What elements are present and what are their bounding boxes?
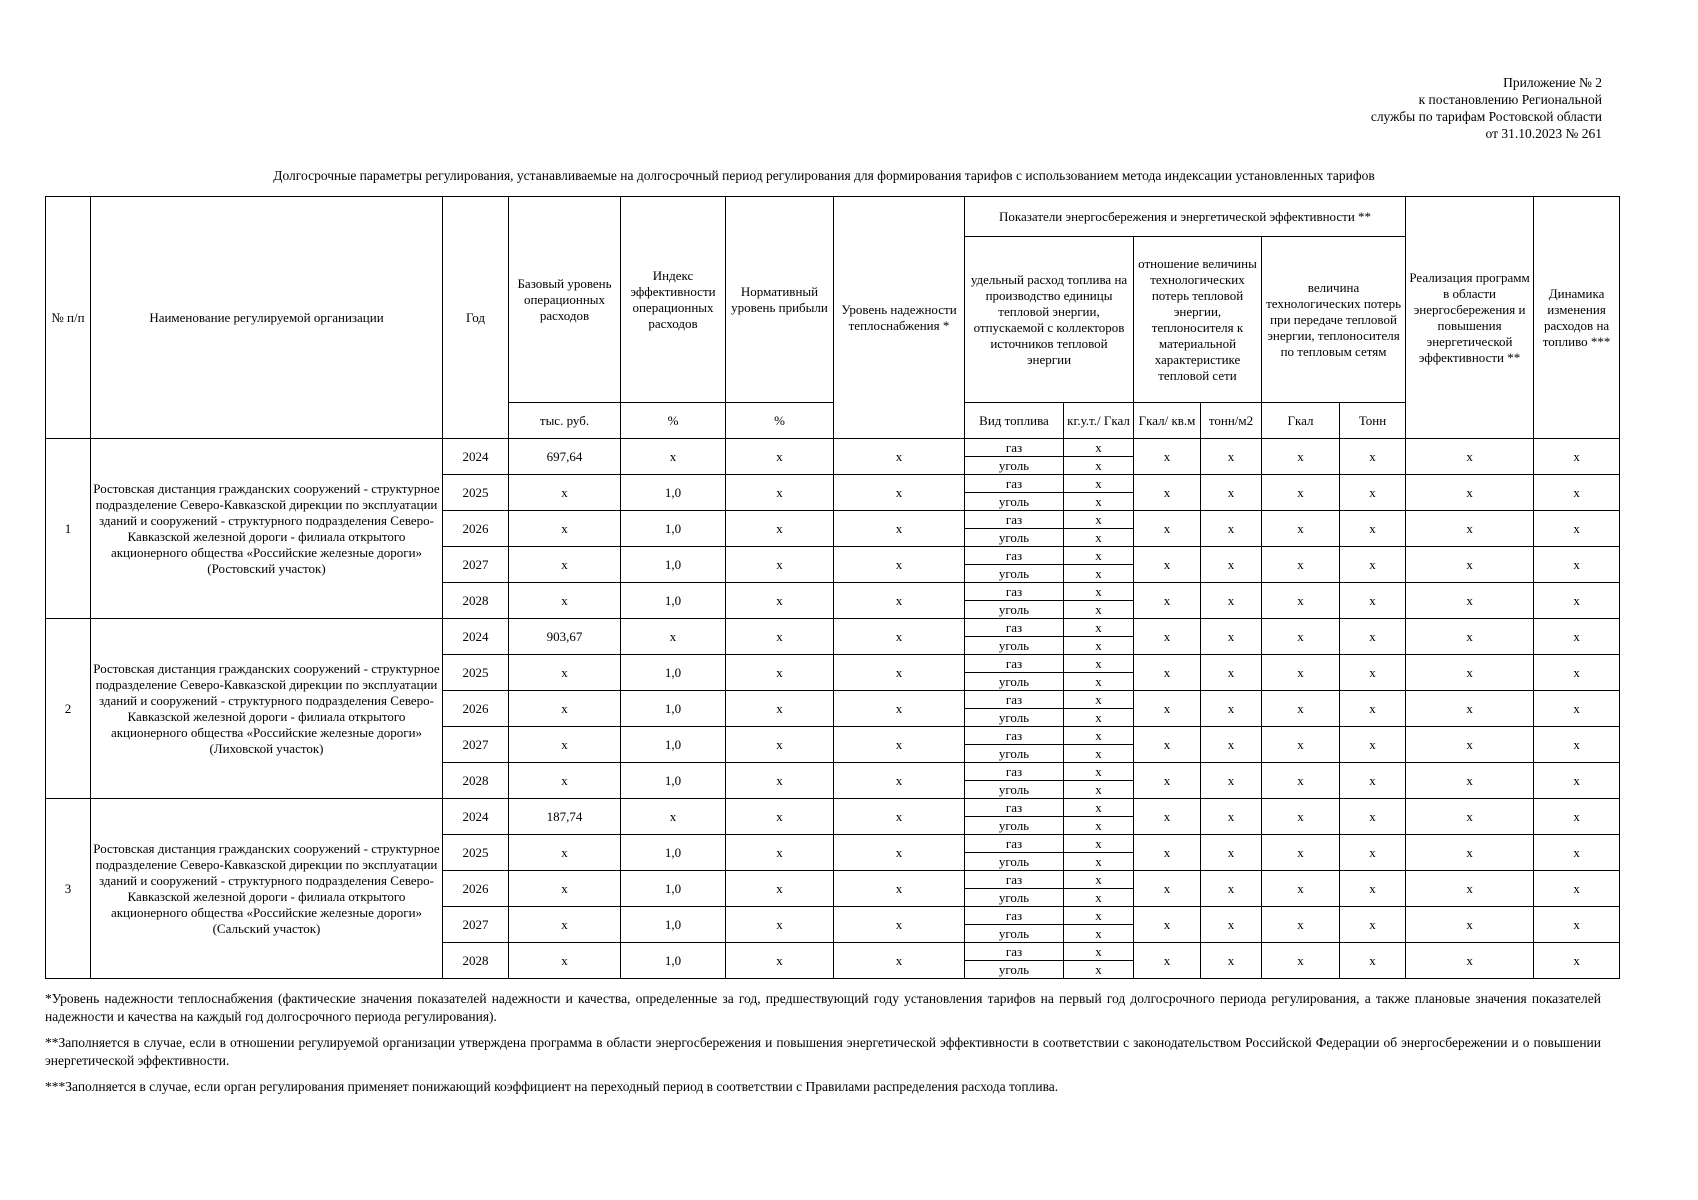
- loss-ratio-ton-cell: x: [1201, 727, 1262, 763]
- efficiency-index-cell: 1,0: [621, 835, 726, 871]
- year-cell: 2027: [443, 547, 509, 583]
- fuel-rate-cell: x: [1064, 691, 1134, 709]
- year-cell: 2026: [443, 871, 509, 907]
- loss-ratio-gcal-cell: x: [1134, 799, 1201, 835]
- fuel-rate-cell: x: [1064, 475, 1134, 493]
- loss-value-ton-cell: x: [1340, 727, 1406, 763]
- year-cell: 2024: [443, 619, 509, 655]
- base-level-cell: x: [509, 511, 621, 547]
- base-level-cell: x: [509, 691, 621, 727]
- parameters-table: [45, 196, 1620, 979]
- programs-cell: x: [1406, 619, 1534, 655]
- profit-level-cell: x: [726, 547, 834, 583]
- fuel-type-cell: уголь: [965, 493, 1064, 511]
- org-name-cell: Ростовская дистанция гражданских сооружений - структурное подразделение Северо-Кавказской дирекции по эксплуатации зданий и сооружений - структурного подразделения Северо-Кавказской железной дороги - филиала открытого акционерного общества «Российские железные дороги» (Лиховской участок): [91, 619, 443, 799]
- efficiency-index-cell: 1,0: [621, 871, 726, 907]
- profit-level-cell: x: [726, 907, 834, 943]
- org-name-cell: Ростовская дистанция гражданских сооружений - структурное подразделение Северо-Кавказской дирекции по эксплуатации зданий и сооружений - структурного подразделения Северо-Кавказской железной дороги - филиала открытого акционерного общества «Российские железные дороги» (Сальский участок): [91, 799, 443, 979]
- loss-value-gcal-cell: x: [1262, 583, 1340, 619]
- programs-cell: x: [1406, 727, 1534, 763]
- loss-ratio-gcal-cell: x: [1134, 871, 1201, 907]
- footnotes: [45, 990, 1601, 1104]
- fuel-type-cell: уголь: [965, 745, 1064, 763]
- appendix-line: Приложение № 2: [1503, 75, 1602, 90]
- programs-cell: x: [1406, 583, 1534, 619]
- programs-cell: x: [1406, 799, 1534, 835]
- appendix-block: [1371, 74, 1602, 142]
- year-cell: 2025: [443, 835, 509, 871]
- unit-loss-value-ton: Тонн: [1340, 403, 1406, 439]
- efficiency-index-cell: 1,0: [621, 943, 726, 979]
- header-base-level: Базовый уровень операционных расходов: [509, 197, 621, 403]
- fuel-type-cell: газ: [965, 907, 1064, 925]
- fuel-rate-cell: x: [1064, 853, 1134, 871]
- header-num: № п/п: [46, 197, 91, 439]
- profit-level-cell: x: [726, 475, 834, 511]
- profit-level-cell: x: [726, 835, 834, 871]
- fuel-type-cell: уголь: [965, 529, 1064, 547]
- base-level-cell: 697,64: [509, 439, 621, 475]
- fuel-type-cell: уголь: [965, 565, 1064, 583]
- loss-ratio-ton-cell: x: [1201, 583, 1262, 619]
- footnote-reliability: *Уровень надежности теплоснабжения (фактические значения показателей надежности и качества, определенные за год, предшествующий году установления тарифов на первый год долгосрочного периода регулирования, а также плановые значения показателей надежности и качества на каждый год долгосрочного периода регулирования).: [45, 991, 1601, 1024]
- fuel-type-cell: газ: [965, 763, 1064, 781]
- fuel-type-cell: уголь: [965, 925, 1064, 943]
- loss-value-gcal-cell: x: [1262, 439, 1340, 475]
- fuel-type-cell: газ: [965, 691, 1064, 709]
- table-body: [46, 439, 1620, 979]
- profit-level-cell: x: [726, 727, 834, 763]
- programs-cell: x: [1406, 691, 1534, 727]
- reliability-cell: x: [834, 943, 965, 979]
- reliability-cell: x: [834, 655, 965, 691]
- fuel-rate-cell: x: [1064, 961, 1134, 979]
- loss-value-gcal-cell: x: [1262, 943, 1340, 979]
- loss-ratio-ton-cell: x: [1201, 547, 1262, 583]
- fuel-dynamics-cell: x: [1534, 943, 1620, 979]
- efficiency-index-cell: 1,0: [621, 475, 726, 511]
- fuel-rate-cell: x: [1064, 907, 1134, 925]
- base-level-cell: x: [509, 763, 621, 799]
- fuel-rate-cell: x: [1064, 565, 1134, 583]
- profit-level-cell: x: [726, 511, 834, 547]
- header-efficiency-index: Индекс эффективности операционных расходов: [621, 197, 726, 403]
- base-level-cell: x: [509, 475, 621, 511]
- unit-fuel-type: Вид топлива: [965, 403, 1064, 439]
- reliability-cell: x: [834, 799, 965, 835]
- fuel-rate-cell: x: [1064, 547, 1134, 565]
- fuel-type-cell: газ: [965, 439, 1064, 457]
- fuel-rate-cell: x: [1064, 925, 1134, 943]
- profit-level-cell: x: [726, 619, 834, 655]
- reliability-cell: x: [834, 547, 965, 583]
- loss-value-ton-cell: x: [1340, 691, 1406, 727]
- fuel-type-cell: уголь: [965, 961, 1064, 979]
- fuel-type-cell: газ: [965, 547, 1064, 565]
- fuel-type-cell: уголь: [965, 673, 1064, 691]
- reliability-cell: x: [834, 727, 965, 763]
- loss-ratio-gcal-cell: x: [1134, 763, 1201, 799]
- fuel-rate-cell: x: [1064, 439, 1134, 457]
- efficiency-index-cell: 1,0: [621, 763, 726, 799]
- fuel-rate-cell: x: [1064, 457, 1134, 475]
- programs-cell: x: [1406, 655, 1534, 691]
- profit-level-cell: x: [726, 691, 834, 727]
- programs-cell: x: [1406, 907, 1534, 943]
- unit-fuel-rate: кг.у.т./ Гкал: [1064, 403, 1134, 439]
- loss-value-ton-cell: x: [1340, 655, 1406, 691]
- fuel-dynamics-cell: x: [1534, 907, 1620, 943]
- org-num-cell: 3: [46, 799, 91, 979]
- loss-ratio-ton-cell: x: [1201, 799, 1262, 835]
- appendix-line: от 31.10.2023 № 261: [1485, 126, 1602, 141]
- fuel-type-cell: уголь: [965, 709, 1064, 727]
- efficiency-index-cell: 1,0: [621, 583, 726, 619]
- profit-level-cell: x: [726, 439, 834, 475]
- fuel-dynamics-cell: x: [1534, 835, 1620, 871]
- fuel-type-cell: уголь: [965, 637, 1064, 655]
- efficiency-index-cell: 1,0: [621, 655, 726, 691]
- fuel-type-cell: газ: [965, 619, 1064, 637]
- loss-ratio-ton-cell: x: [1201, 655, 1262, 691]
- loss-value-gcal-cell: x: [1262, 835, 1340, 871]
- loss-ratio-gcal-cell: x: [1134, 835, 1201, 871]
- efficiency-index-cell: 1,0: [621, 907, 726, 943]
- loss-ratio-gcal-cell: x: [1134, 907, 1201, 943]
- loss-ratio-ton-cell: x: [1201, 619, 1262, 655]
- loss-ratio-ton-cell: x: [1201, 691, 1262, 727]
- fuel-type-cell: газ: [965, 871, 1064, 889]
- fuel-type-cell: газ: [965, 475, 1064, 493]
- loss-value-gcal-cell: x: [1262, 691, 1340, 727]
- efficiency-index-cell: x: [621, 799, 726, 835]
- header-reliability: Уровень надежности теплоснабжения *: [834, 197, 965, 439]
- appendix-line: к постановлению Региональной: [1418, 92, 1602, 107]
- fuel-dynamics-cell: x: [1534, 727, 1620, 763]
- loss-value-gcal-cell: x: [1262, 547, 1340, 583]
- profit-level-cell: x: [726, 799, 834, 835]
- loss-ratio-ton-cell: x: [1201, 835, 1262, 871]
- table-header: [46, 197, 1620, 439]
- loss-value-gcal-cell: x: [1262, 475, 1340, 511]
- fuel-rate-cell: x: [1064, 709, 1134, 727]
- reliability-cell: x: [834, 691, 965, 727]
- reliability-cell: x: [834, 763, 965, 799]
- profit-level-cell: x: [726, 583, 834, 619]
- loss-value-gcal-cell: x: [1262, 763, 1340, 799]
- reliability-cell: x: [834, 475, 965, 511]
- efficiency-index-cell: 1,0: [621, 727, 726, 763]
- profit-level-cell: x: [726, 871, 834, 907]
- fuel-type-cell: газ: [965, 511, 1064, 529]
- fuel-rate-cell: x: [1064, 799, 1134, 817]
- profit-level-cell: x: [726, 655, 834, 691]
- unit-loss-ratio-ton: тонн/м2: [1201, 403, 1262, 439]
- fuel-type-cell: уголь: [965, 457, 1064, 475]
- fuel-rate-cell: x: [1064, 637, 1134, 655]
- header-energy-group: Показатели энергосбережения и энергетической эффективности **: [965, 197, 1406, 237]
- unit-loss-ratio-gcal: Гкал/ кв.м: [1134, 403, 1201, 439]
- year-cell: 2024: [443, 799, 509, 835]
- base-level-cell: x: [509, 727, 621, 763]
- reliability-cell: x: [834, 583, 965, 619]
- programs-cell: x: [1406, 943, 1534, 979]
- year-cell: 2026: [443, 691, 509, 727]
- fuel-rate-cell: x: [1064, 673, 1134, 691]
- base-level-cell: 187,74: [509, 799, 621, 835]
- fuel-dynamics-cell: x: [1534, 547, 1620, 583]
- fuel-type-cell: газ: [965, 583, 1064, 601]
- fuel-type-cell: уголь: [965, 781, 1064, 799]
- loss-ratio-ton-cell: x: [1201, 943, 1262, 979]
- loss-ratio-gcal-cell: x: [1134, 583, 1201, 619]
- footnote-programs: **Заполняется в случае, если в отношении регулируемой организации утверждена программа в области энергосбережения и повышения энергетической эффективности в соответствии с законодательством Российской Федерации об энергосбережении и о повышении энергетической эффективности.: [45, 1035, 1601, 1068]
- fuel-rate-cell: x: [1064, 889, 1134, 907]
- loss-ratio-gcal-cell: x: [1134, 475, 1201, 511]
- base-level-cell: x: [509, 907, 621, 943]
- reliability-cell: x: [834, 835, 965, 871]
- year-cell: 2025: [443, 655, 509, 691]
- fuel-rate-cell: x: [1064, 511, 1134, 529]
- profit-level-cell: x: [726, 943, 834, 979]
- profit-level-cell: x: [726, 763, 834, 799]
- fuel-dynamics-cell: x: [1534, 691, 1620, 727]
- base-level-cell: x: [509, 943, 621, 979]
- loss-value-ton-cell: x: [1340, 547, 1406, 583]
- fuel-rate-cell: x: [1064, 763, 1134, 781]
- loss-value-gcal-cell: x: [1262, 799, 1340, 835]
- header-programs: Реализация программ в области энергосбережения и повышения энергетической эффективности **: [1406, 197, 1534, 439]
- fuel-dynamics-cell: x: [1534, 511, 1620, 547]
- appendix-line: службы по тарифам Ростовской области: [1370, 109, 1602, 124]
- loss-value-ton-cell: x: [1340, 439, 1406, 475]
- year-cell: 2027: [443, 907, 509, 943]
- year-cell: 2025: [443, 475, 509, 511]
- unit-loss-value-gcal: Гкал: [1262, 403, 1340, 439]
- fuel-dynamics-cell: x: [1534, 583, 1620, 619]
- fuel-rate-cell: x: [1064, 943, 1134, 961]
- programs-cell: x: [1406, 475, 1534, 511]
- efficiency-index-cell: 1,0: [621, 691, 726, 727]
- loss-value-gcal-cell: x: [1262, 619, 1340, 655]
- reliability-cell: x: [834, 871, 965, 907]
- efficiency-index-cell: 1,0: [621, 511, 726, 547]
- fuel-type-cell: уголь: [965, 817, 1064, 835]
- loss-value-ton-cell: x: [1340, 943, 1406, 979]
- fuel-dynamics-cell: x: [1534, 439, 1620, 475]
- efficiency-index-cell: x: [621, 619, 726, 655]
- unit-efficiency-index: %: [621, 403, 726, 439]
- loss-value-ton-cell: x: [1340, 475, 1406, 511]
- loss-ratio-gcal-cell: x: [1134, 547, 1201, 583]
- fuel-rate-cell: x: [1064, 835, 1134, 853]
- unit-base-level: тыс. руб.: [509, 403, 621, 439]
- fuel-rate-cell: x: [1064, 583, 1134, 601]
- loss-value-gcal-cell: x: [1262, 511, 1340, 547]
- loss-value-ton-cell: x: [1340, 835, 1406, 871]
- loss-ratio-gcal-cell: x: [1134, 691, 1201, 727]
- fuel-rate-cell: x: [1064, 655, 1134, 673]
- loss-ratio-ton-cell: x: [1201, 763, 1262, 799]
- document-title: Долгосрочные параметры регулирования, устанавливаемые на долгосрочный период регулирования для формирования тарифов с использованием метода индексации установленных тарифов: [273, 168, 1375, 183]
- loss-value-gcal-cell: x: [1262, 871, 1340, 907]
- base-level-cell: x: [509, 547, 621, 583]
- base-level-cell: x: [509, 871, 621, 907]
- fuel-rate-cell: x: [1064, 817, 1134, 835]
- header-loss-value: величина технологических потерь при передаче тепловой энергии, теплоносителя по тепловым сетям: [1262, 237, 1406, 403]
- table-row: [46, 439, 1620, 457]
- fuel-rate-cell: x: [1064, 781, 1134, 799]
- programs-cell: x: [1406, 835, 1534, 871]
- table-row: [46, 799, 1620, 817]
- fuel-rate-cell: x: [1064, 745, 1134, 763]
- loss-ratio-gcal-cell: x: [1134, 943, 1201, 979]
- programs-cell: x: [1406, 511, 1534, 547]
- footnote-fuel-dynamics: ***Заполняется в случае, если орган регулирования применяет понижающий коэффициент на переходный период в соответствии с Правилами распределения расхода топлива.: [45, 1079, 1059, 1094]
- loss-value-ton-cell: x: [1340, 619, 1406, 655]
- fuel-rate-cell: x: [1064, 493, 1134, 511]
- fuel-rate-cell: x: [1064, 619, 1134, 637]
- org-num-cell: 1: [46, 439, 91, 619]
- fuel-dynamics-cell: x: [1534, 655, 1620, 691]
- loss-ratio-ton-cell: x: [1201, 907, 1262, 943]
- fuel-type-cell: уголь: [965, 889, 1064, 907]
- fuel-type-cell: газ: [965, 799, 1064, 817]
- fuel-type-cell: газ: [965, 835, 1064, 853]
- reliability-cell: x: [834, 439, 965, 475]
- fuel-dynamics-cell: x: [1534, 799, 1620, 835]
- loss-ratio-gcal-cell: x: [1134, 619, 1201, 655]
- fuel-type-cell: газ: [965, 727, 1064, 745]
- reliability-cell: x: [834, 619, 965, 655]
- unit-profit-level: %: [726, 403, 834, 439]
- base-level-cell: x: [509, 655, 621, 691]
- loss-ratio-gcal-cell: x: [1134, 439, 1201, 475]
- efficiency-index-cell: 1,0: [621, 547, 726, 583]
- loss-ratio-ton-cell: x: [1201, 871, 1262, 907]
- loss-ratio-gcal-cell: x: [1134, 727, 1201, 763]
- year-cell: 2028: [443, 583, 509, 619]
- year-cell: 2026: [443, 511, 509, 547]
- loss-value-gcal-cell: x: [1262, 655, 1340, 691]
- header-loss-ratio: отношение величины технологических потерь тепловой энергии, теплоносителя к материальной характеристике тепловой сети: [1134, 237, 1262, 403]
- loss-value-ton-cell: x: [1340, 583, 1406, 619]
- year-cell: 2024: [443, 439, 509, 475]
- header-profit-level: Нормативный уровень прибыли: [726, 197, 834, 403]
- loss-value-ton-cell: x: [1340, 907, 1406, 943]
- base-level-cell: x: [509, 583, 621, 619]
- programs-cell: x: [1406, 439, 1534, 475]
- efficiency-index-cell: x: [621, 439, 726, 475]
- reliability-cell: x: [834, 511, 965, 547]
- org-num-cell: 2: [46, 619, 91, 799]
- loss-value-gcal-cell: x: [1262, 727, 1340, 763]
- fuel-rate-cell: x: [1064, 727, 1134, 745]
- fuel-dynamics-cell: x: [1534, 871, 1620, 907]
- fuel-type-cell: газ: [965, 655, 1064, 673]
- base-level-cell: x: [509, 835, 621, 871]
- header-year: Год: [443, 197, 509, 439]
- header-org-name: Наименование регулируемой организации: [91, 197, 443, 439]
- fuel-rate-cell: x: [1064, 871, 1134, 889]
- fuel-dynamics-cell: x: [1534, 475, 1620, 511]
- fuel-dynamics-cell: x: [1534, 619, 1620, 655]
- fuel-type-cell: газ: [965, 943, 1064, 961]
- reliability-cell: x: [834, 907, 965, 943]
- table-row: [46, 619, 1620, 637]
- loss-ratio-ton-cell: x: [1201, 475, 1262, 511]
- fuel-type-cell: уголь: [965, 601, 1064, 619]
- loss-value-ton-cell: x: [1340, 871, 1406, 907]
- loss-value-gcal-cell: x: [1262, 907, 1340, 943]
- loss-ratio-ton-cell: x: [1201, 439, 1262, 475]
- header-fuel-rate: удельный расход топлива на производство единицы тепловой энергии, отпускаемой с коллекторов источников тепловой энергии: [965, 237, 1134, 403]
- loss-ratio-gcal-cell: x: [1134, 511, 1201, 547]
- loss-ratio-gcal-cell: x: [1134, 655, 1201, 691]
- fuel-rate-cell: x: [1064, 601, 1134, 619]
- programs-cell: x: [1406, 763, 1534, 799]
- programs-cell: x: [1406, 871, 1534, 907]
- year-cell: 2028: [443, 943, 509, 979]
- year-cell: 2027: [443, 727, 509, 763]
- fuel-type-cell: уголь: [965, 853, 1064, 871]
- org-name-cell: Ростовская дистанция гражданских сооружений - структурное подразделение Северо-Кавказской дирекции по эксплуатации зданий и сооружений - структурного подразделения Северо-Кавказской железной дороги - филиала открытого акционерного общества «Российские железные дороги» (Ростовский участок): [91, 439, 443, 619]
- header-fuel-dynamics: Динамика изменения расходов на топливо ***: [1534, 197, 1620, 439]
- loss-ratio-ton-cell: x: [1201, 511, 1262, 547]
- loss-value-ton-cell: x: [1340, 799, 1406, 835]
- programs-cell: x: [1406, 547, 1534, 583]
- year-cell: 2028: [443, 763, 509, 799]
- fuel-dynamics-cell: x: [1534, 763, 1620, 799]
- base-level-cell: 903,67: [509, 619, 621, 655]
- loss-value-ton-cell: x: [1340, 763, 1406, 799]
- fuel-rate-cell: x: [1064, 529, 1134, 547]
- loss-value-ton-cell: x: [1340, 511, 1406, 547]
